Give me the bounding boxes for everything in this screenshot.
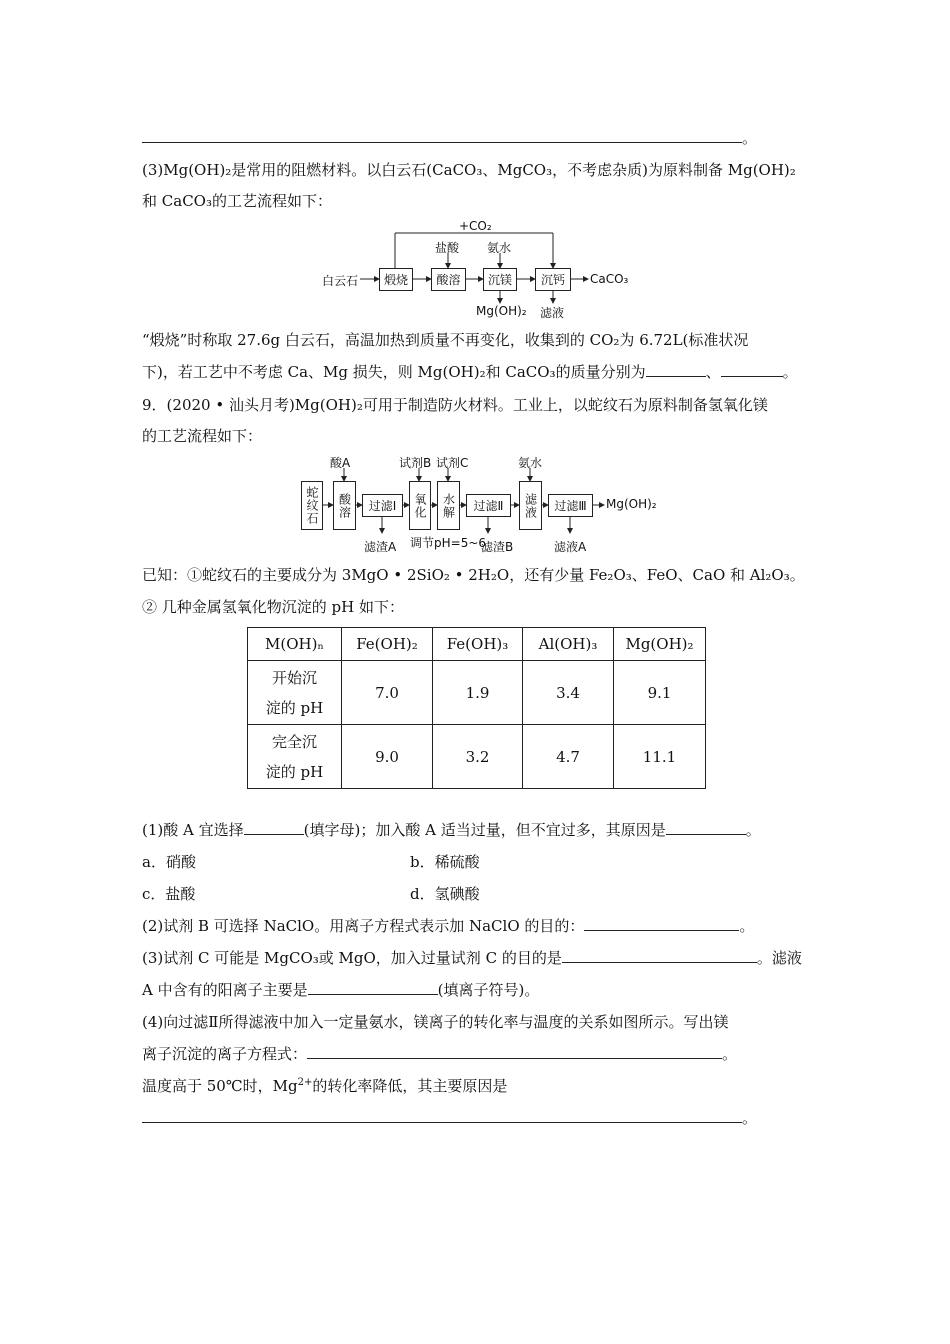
row-label: 完全沉 淀的 pH bbox=[248, 725, 342, 789]
step-calcine: 煅烧 bbox=[379, 268, 413, 291]
step-precipitate-ca: 沉钙 bbox=[535, 268, 571, 291]
question-4-line2: 离子沉淀的离子方程式： 。 bbox=[142, 1045, 738, 1063]
answer-line-top: 。 bbox=[142, 128, 757, 148]
table-header: M(OH)ₙ bbox=[248, 628, 342, 661]
table-cell: 9.1 bbox=[614, 661, 706, 725]
reagent-b-label: 试剂B bbox=[399, 456, 432, 470]
q3-line1: (3)Mg(OH)₂是常用的阻燃材料。以白云石(CaCO₃、MgCO₃，不考虑杂质)为原料制备 Mg(OH)₂ bbox=[142, 161, 796, 179]
question-2: (2)试剂 B 可选择 NaClO。用离子方程式表示加 NaClO 的目的： 。 bbox=[142, 917, 755, 935]
filter-1-box: 过滤Ⅰ bbox=[362, 494, 403, 517]
table-header: Al(OH)₃ bbox=[523, 628, 614, 661]
table-cell: 7.0 bbox=[342, 661, 433, 725]
flow2-arrows bbox=[0, 0, 950, 580]
step-precipitate-mg: 沉镁 bbox=[483, 268, 517, 291]
table-cell: 11.1 bbox=[614, 725, 706, 789]
hcl-label: 盐酸 bbox=[435, 241, 460, 255]
row-label: 开始沉 淀的 pH bbox=[248, 661, 342, 725]
ammonia-label: 氨水 bbox=[487, 241, 512, 255]
answer-blank bbox=[584, 916, 739, 931]
answer-blank bbox=[308, 980, 438, 995]
filter-3-box: 过滤Ⅲ bbox=[548, 494, 593, 517]
answer-line-bottom: 。 bbox=[142, 1108, 757, 1128]
acid-dissolve-box: 酸溶 bbox=[333, 481, 356, 530]
table-cell: 1.9 bbox=[433, 661, 523, 725]
option-c: c．盐酸 bbox=[142, 885, 196, 903]
table-header: Fe(OH)₃ bbox=[433, 628, 523, 661]
filtrate-output: 滤液 bbox=[540, 306, 565, 320]
filtrate-box: 滤液 bbox=[519, 481, 542, 530]
question-1: (1)酸 A 宜选择 (填字母)；加入酸 A 适当过量，但不宜过多，其原因是 。 bbox=[142, 821, 761, 839]
step-acid-dissolve: 酸溶 bbox=[431, 268, 466, 291]
residue-a-label: 滤渣A bbox=[364, 540, 397, 554]
q9-line2: 的工艺流程如下： bbox=[142, 427, 263, 445]
table-header-row bbox=[248, 628, 706, 661]
hydrolyze-box: 水解 bbox=[437, 481, 460, 530]
table-cell: 4.7 bbox=[523, 725, 614, 789]
question-4-line1: (4)向过滤Ⅱ所得滤液中加入一定量氨水，镁离子的转化率与温度的关系如图所示。写出镁 bbox=[142, 1013, 729, 1031]
known-line2: ② 几种金属氢氧化物沉淀的 pH 如下： bbox=[142, 598, 404, 616]
q3-line2: 和 CaCO₃的工艺流程如下： bbox=[142, 192, 332, 210]
acid-a-label: 酸A bbox=[330, 456, 351, 470]
known-line1: 已知：①蛇纹石的主要成分为 3MgO • 2SiO₂ • 2H₂O，还有少量 Fe₂O₃、FeO、CaO 和 Al₂O₃。 bbox=[142, 566, 805, 584]
q9-line1: 9．(2020 • 汕头月考)Mg(OH)₂可用于制造防火材料。工业上，以蛇纹石为原料制备氢氧化镁 bbox=[142, 396, 768, 414]
mgoh2-output-2: Mg(OH)₂ bbox=[606, 497, 657, 511]
table-cell: 9.0 bbox=[342, 725, 433, 789]
answer-blank bbox=[307, 1044, 722, 1059]
option-b: b．稀硫酸 bbox=[410, 853, 480, 871]
table-cell: 3.2 bbox=[433, 725, 523, 789]
question-3-line1: (3)试剂 C 可能是 MgCO₃或 MgO，加入过量试剂 C 的目的是 。滤液 bbox=[142, 949, 802, 967]
ammonia-label-2: 氨水 bbox=[518, 456, 543, 470]
table-header: Fe(OH)₂ bbox=[342, 628, 433, 661]
answer-blank bbox=[666, 820, 746, 835]
oxidize-box: 氧化 bbox=[409, 481, 431, 530]
question-3-line2: A 中含有的阳离子主要是 (填离子符号)。 bbox=[142, 981, 540, 999]
answer-blank bbox=[562, 948, 757, 963]
table-cell: 3.4 bbox=[523, 661, 614, 725]
question-4-line3: 温度高于 50℃时，$Mg^{2+}$的转化率降低，其主要原因是 bbox=[142, 1077, 508, 1095]
reagent-c-label: 试剂C bbox=[436, 456, 469, 470]
option-d: d．氢碘酸 bbox=[410, 885, 480, 903]
answer-blank bbox=[244, 820, 304, 835]
option-a: a．硝酸 bbox=[142, 853, 196, 871]
ph-table bbox=[247, 627, 706, 789]
co2-label: +CO₂ bbox=[459, 219, 492, 233]
table-header: Mg(OH)₂ bbox=[614, 628, 706, 661]
mgoh2-output: Mg(OH)₂ bbox=[476, 304, 527, 318]
adjust-ph-label: 调节pH=5~6 bbox=[410, 536, 487, 550]
dolomite-label: 白云石 bbox=[322, 274, 359, 288]
filter-2-box: 过滤Ⅱ bbox=[466, 494, 511, 517]
caco3-output: CaCO₃ bbox=[590, 272, 629, 286]
filtrate-a-label: 滤液A bbox=[554, 540, 587, 554]
q3-calc-line2: 下)，若工艺中不考虑 Ca、Mg 损失，则 Mg(OH)₂和 CaCO₃的质量分别为 、 。 bbox=[142, 363, 798, 381]
residue-b-label: 滤渣B bbox=[481, 540, 514, 554]
table-row bbox=[248, 725, 706, 789]
table-row bbox=[248, 661, 706, 725]
answer-blank bbox=[142, 1108, 742, 1123]
q3-calc-line1: “煅烧”时称取 27.6g 白云石，高温加热到质量不再变化，收集到的 CO₂为 6.72L(标准状况 bbox=[142, 331, 749, 349]
serpentine-box: 蛇纹石 bbox=[301, 481, 323, 530]
